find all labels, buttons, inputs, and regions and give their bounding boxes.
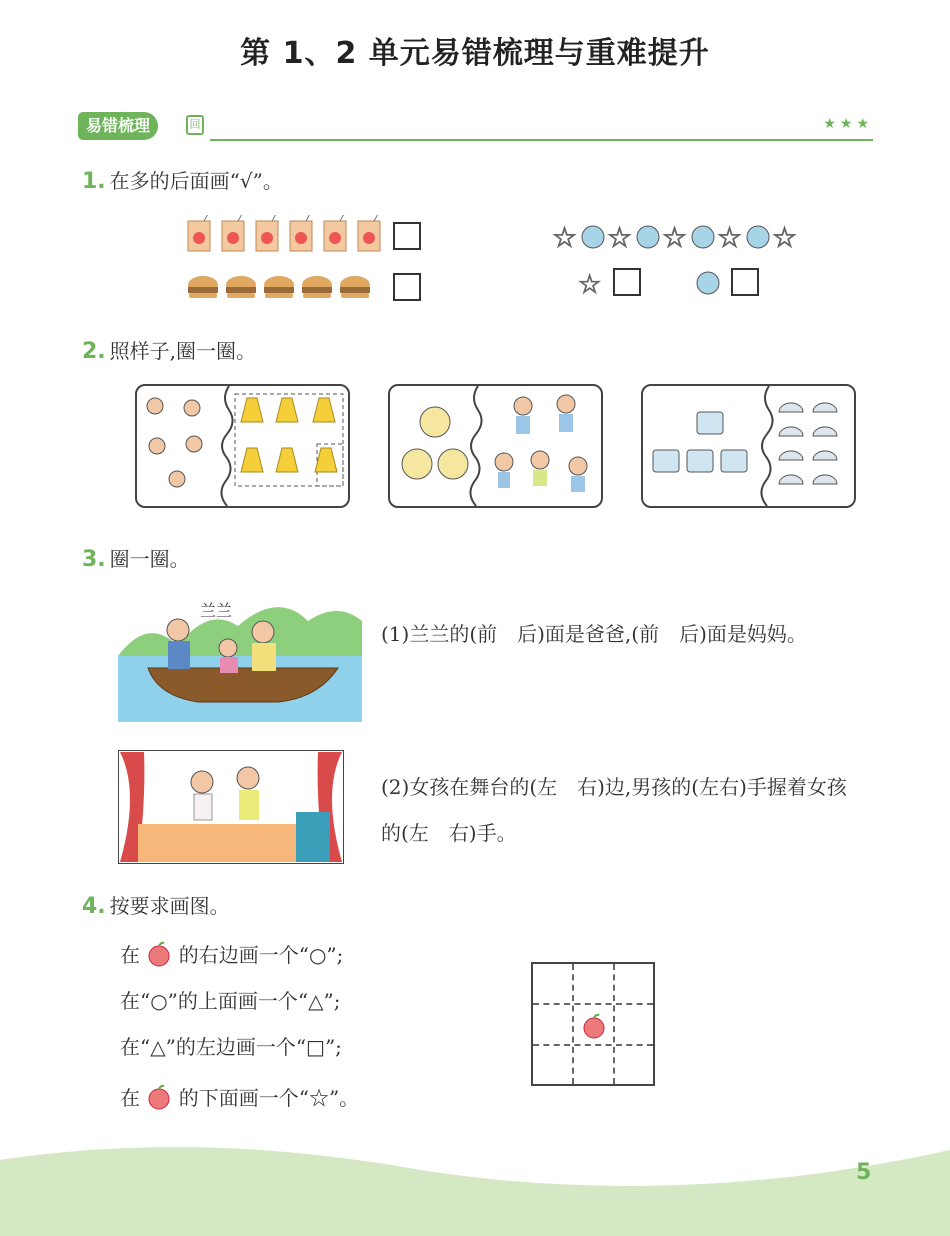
- cups-lids-panel: [641, 384, 856, 508]
- section-tag: 易错梳理: [78, 112, 158, 140]
- boat-scene-illustration: [118, 596, 362, 722]
- q4-line-2: 在“○”的上面画一个“△”;: [120, 989, 341, 1013]
- star-circle-row: [552, 221, 797, 254]
- apple-icon: [581, 1013, 607, 1039]
- q4-line-3: 在“△”的左边画一个“□”;: [120, 1035, 342, 1059]
- footer-wave: [0, 1120, 950, 1236]
- question-text: 圈一圈。: [109, 547, 190, 571]
- q4-line-post: 的右边画一个“○”;: [178, 943, 344, 967]
- q1-figures: [180, 215, 820, 310]
- q4-line-pre: 在: [120, 943, 140, 967]
- answer-box-circle[interactable]: [731, 268, 759, 296]
- question-1: [82, 165, 283, 194]
- apple-icon: [146, 1084, 172, 1110]
- stage-scene-illustration: [118, 750, 344, 864]
- example-panel: [135, 384, 350, 508]
- question-number: 1.: [82, 169, 106, 194]
- q4-line-4: [120, 1075, 359, 1121]
- juice-box-icons: [188, 215, 380, 251]
- balls-children-panel: [388, 384, 603, 508]
- question-2: [82, 335, 256, 364]
- apple-icon: [146, 941, 172, 967]
- page-number: 5: [856, 1160, 872, 1185]
- difficulty-stars-icon: ★★★: [823, 116, 873, 132]
- question-number: 4.: [82, 894, 106, 919]
- star-circle-labels: [578, 270, 719, 300]
- lanlan-label: 兰兰: [200, 601, 233, 620]
- question-text: 按要求画图。: [109, 894, 230, 918]
- question-3: [82, 543, 190, 572]
- question-text: 在多的后面画“√”。: [109, 169, 283, 193]
- question-4: [82, 890, 230, 919]
- svg-text:☆: ☆: [717, 221, 743, 254]
- question-number: 3.: [82, 547, 106, 572]
- page-title: 第 1、2 单元易错梳理与重难提升: [240, 36, 710, 71]
- answer-box-star[interactable]: [613, 268, 641, 296]
- svg-text:☆: ☆: [607, 221, 633, 254]
- q4-line-pre: 在: [120, 1086, 140, 1110]
- example-illustration: [137, 386, 348, 506]
- section-icon: 回: [186, 115, 204, 135]
- q3-part-1: (1)兰兰的(前 后)面是爸爸,(前 后)面是妈妈。: [381, 622, 807, 646]
- svg-text:☆: ☆: [578, 270, 602, 300]
- question-number: 2.: [82, 339, 106, 364]
- svg-text:☆: ☆: [552, 221, 578, 254]
- drawing-grid[interactable]: [531, 962, 655, 1086]
- divider: [210, 139, 873, 141]
- svg-text:☆: ☆: [772, 221, 798, 254]
- svg-text:☆: ☆: [662, 221, 688, 254]
- balls-children-illustration: [390, 386, 601, 506]
- burger-icons: [188, 276, 370, 298]
- answer-box-burger[interactable]: [393, 273, 421, 301]
- q3-part-2: (2)女孩在舞台的(左 右)边,男孩的(左右)手握着女孩的(左 右)手。: [381, 775, 847, 845]
- q4-line-post: 的下面画一个“☆”。: [178, 1086, 360, 1110]
- cups-lids-illustration: [643, 386, 854, 506]
- answer-box-juice[interactable]: [393, 222, 421, 250]
- section-banner: [78, 112, 873, 142]
- q4-line-1: [120, 932, 343, 978]
- question-text: 照样子,圈一圈。: [109, 339, 257, 363]
